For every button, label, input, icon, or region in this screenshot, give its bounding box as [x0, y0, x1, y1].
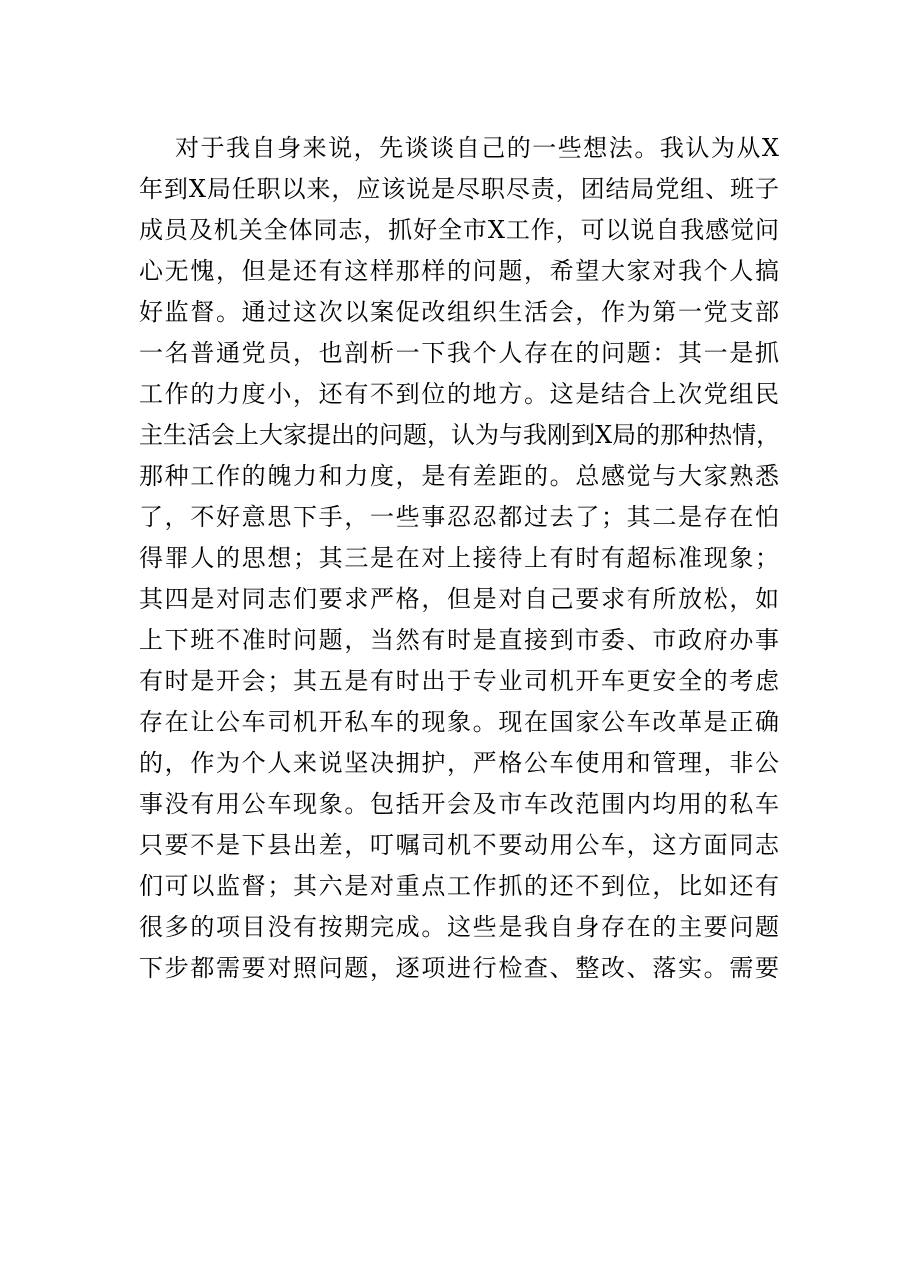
text-line: 下步都需要对照问题，逐项进行检查、整改、落实。需要 — [139, 954, 779, 982]
text-line: 主生活会上大家提出的问题，认为与我刚到X局的那种热情， — [139, 421, 781, 449]
text-line: 了，不好意思下手，一些事忍忍都过去了；其二是存在怕 — [139, 503, 779, 531]
text-line: 年到X局任职以来，应该说是尽职尽责，团结局党组、班子 — [139, 175, 779, 203]
text-line: 得罪人的思想；其三是在对上接待上有时有超标准现象； — [139, 544, 779, 572]
text-line: 好监督。通过这次以案促改组织生活会，作为第一党支部 — [139, 298, 779, 326]
text-line: 的，作为个人来说坚决拥护，严格公车使用和管理，非公 — [139, 749, 779, 777]
text-line: 们可以监督；其六是对重点工作抓的还不到位，比如还有 — [139, 872, 779, 900]
text-line: 很多的项目没有按期完成。这些是我自身存在的主要问题 — [139, 913, 779, 941]
text-line: 只要不是下县出差，叮嘱司机不要动用公车，这方面同志 — [139, 831, 779, 859]
text-line: 事没有用公车现象。包括开会及市车改范围内均用的私车 — [139, 790, 779, 818]
text-line: 上下班不准时问题，当然有时是直接到市委、市政府办事 — [139, 626, 779, 654]
text-line: 一名普通党员，也剖析一下我个人存在的问题：其一是抓 — [139, 339, 779, 367]
text-line: 对于我自身来说，先谈谈自己的一些想法。我认为从X — [175, 134, 779, 162]
text-line: 心无愧，但是还有这样那样的问题，希望大家对我个人搞 — [139, 257, 779, 285]
text-line: 其四是对同志们要求严格，但是对自己要求有所放松，如 — [139, 585, 779, 613]
text-line: 成员及机关全体同志，抓好全市X工作，可以说自我感觉问 — [139, 216, 779, 244]
text-line: 那种工作的魄力和力度，是有差距的。总感觉与大家熟悉 — [139, 462, 779, 490]
text-line: 工作的力度小，还有不到位的地方。这是结合上次党组民 — [139, 380, 779, 408]
text-line: 存在让公车司机开私车的现象。现在国家公车改革是正确 — [139, 708, 779, 736]
text-line: 有时是开会；其五是有时出于专业司机开车更安全的考虑 — [139, 667, 779, 695]
